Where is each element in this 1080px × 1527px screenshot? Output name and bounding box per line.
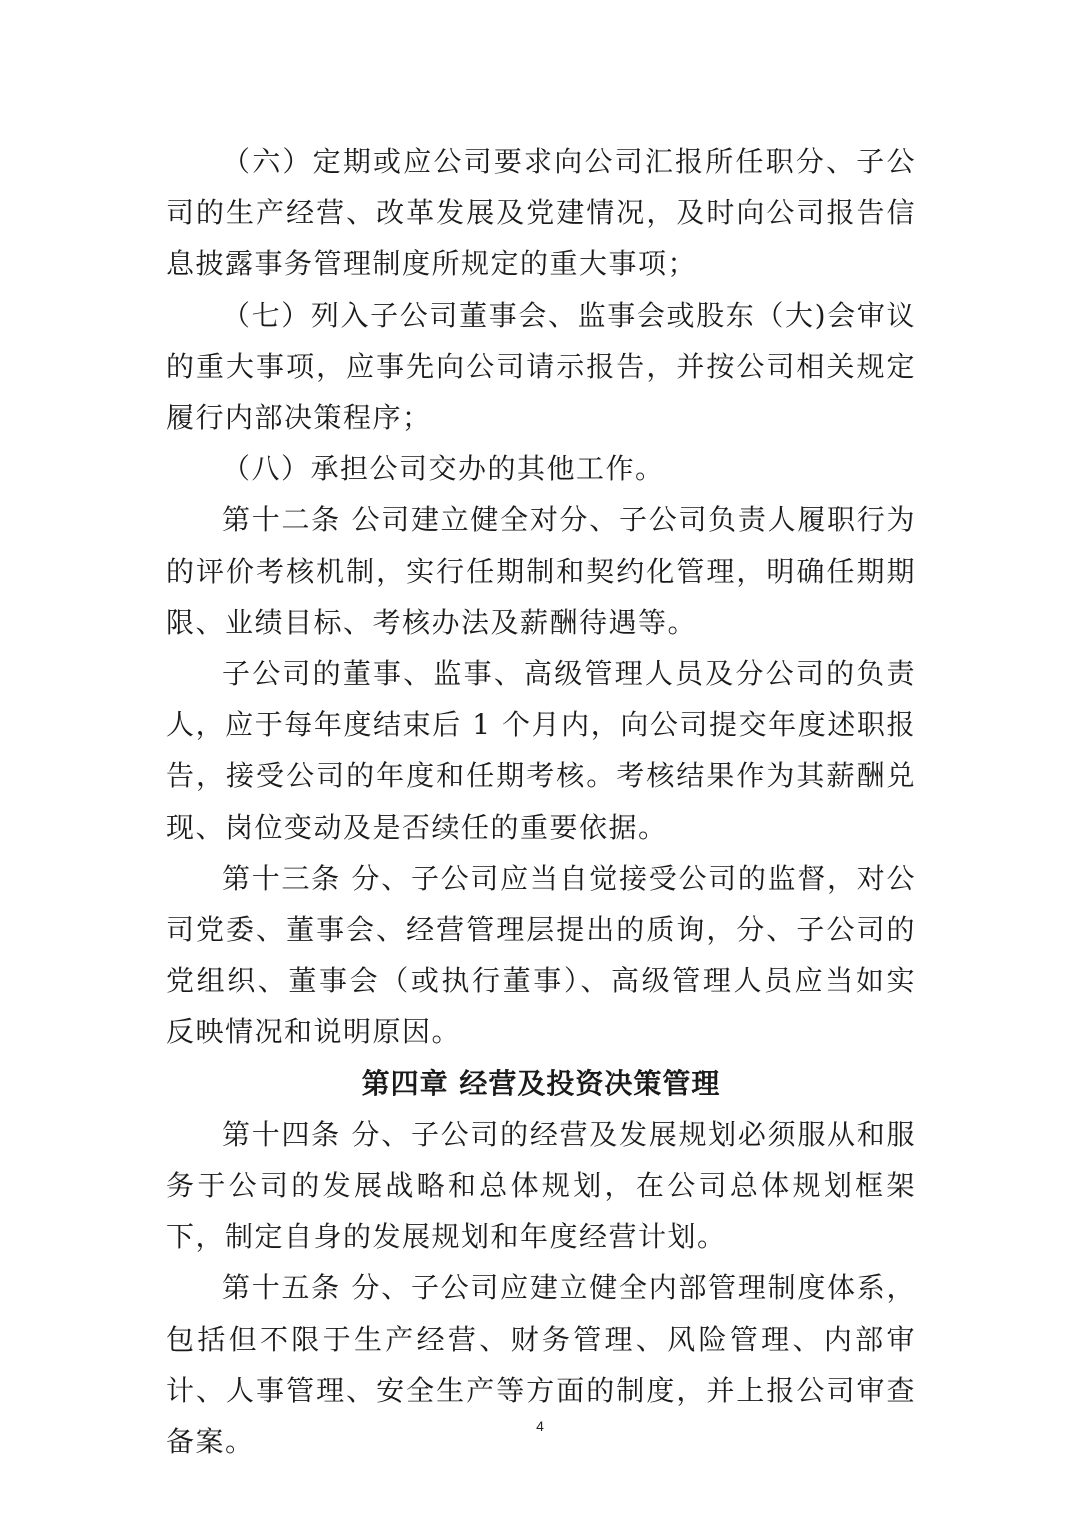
document-body [166,136,916,1467]
chapter-heading: 第四章 经营及投资决策管理 [361,1066,721,1100]
article-15: 第十五条 分、子公司应建立健全内部管理制度体系，包括但不限于生产经营、财务管理、风险管理、内部审计、人事管理、安全生产等方面的制度，并上报公司审查备案。 [166,1271,916,1459]
article-12: 第十二条 公司建立健全对分、子公司负责人履职行为的评价考核机制，实行任期制和契约化管理，明确任期期限、业绩目标、考核办法及薪酬待遇等。 [166,503,916,639]
article-12-paragraph-2: 子公司的董事、监事、高级管理人员及分公司的负责人，应于每年度结束后 1 个月内，向公司提交年度述职报告，接受公司的年度和任期考核。考核结果作为其薪酬兑现、岗位变动及是否续任的重要依据。 [166,657,916,844]
article-13: 第十三条 分、子公司应当自觉接受公司的监督，对公司党委、董事会、经营管理层提出的质询，分、子公司的党组织、董事会（或执行董事）、高级管理人员应当如实反映情况和说明原因。 [166,861,916,1049]
clause-item-8: （八）承担公司交办的其他工作。 [222,452,665,486]
clause-item-7: （七）列入子公司董事会、监事会或股东（大)会审议的重大事项，应事先向公司请示报告，并按公司相关规定履行内部决策程序； [166,298,916,435]
article-14: 第十四条 分、子公司的经营及发展规划必须服从和服务于公司的发展战略和总体规划，在公司总体规划框架下，制定自身的发展规划和年度经营计划。 [166,1117,916,1254]
page-number: 4 [536,1418,544,1434]
clause-item-6: （六）定期或应公司要求向公司汇报所任职分、子公司的生产经营、改革发展及党建情况，及时向公司报告信息披露事务管理制度所规定的重大事项； [166,145,916,281]
